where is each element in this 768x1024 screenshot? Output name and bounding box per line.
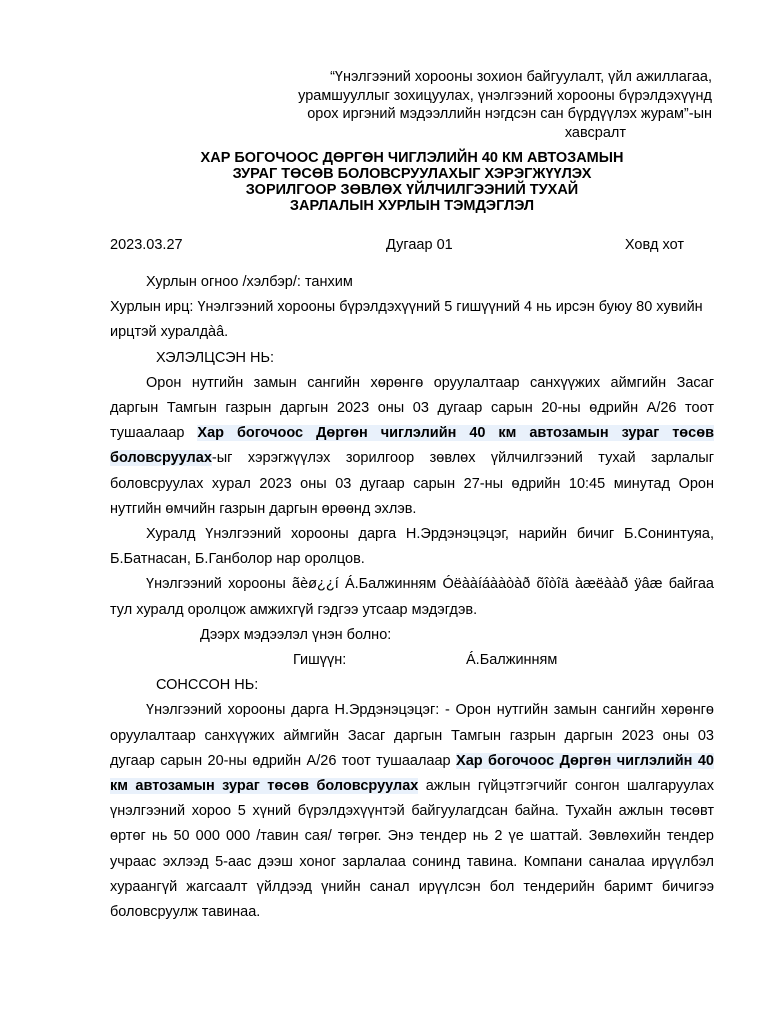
meeting-attendance: Хурлын ирц: Үнэлгээний хорооны бүрэлдэхүүний 5 гишүүний 4 нь ирсэн буюу 80 хувийн ирцтэй хуралдàâ. — [110, 299, 703, 341]
discussed-heading: ХЭЛЭЛЦСЭН НЬ: — [156, 349, 275, 366]
paragraph-text: -ыг хэрэгжүүлэх зорилгоор зөвлөх үйлчилгээний тухай зарлалыг боловсруулах хурал 2023 оны 03 дугаар сарын 27-ны өдрийн 10:45 минутад Орон нутгийн өмчийн газрын даргын өрөөнд эхлэв. — [110, 450, 714, 517]
signature-line — [110, 648, 714, 673]
paragraph-text: ажлын гүйцэтгэгчийг сонгон шалгаруулах үнэлгээний хороо 5 хүний бүрэлдэхүүнтэй байгуулагдсан байна. Тухайн ажлын төсөвт өртөг нь 50 000 000 /тавин сая/ төгрөг. Энэ тендер нь 2 үе шаттай. Зөвлөхийн тендер учраас эхлээд 5-аас дээш хоног зарлалаа сонинд тавина. Компани саналаа ирүүлбэл хураангүй жагсаалт үйлдээд үнийн санал ирүүлсэн бол тендерийн баримт бичигээ боловсруулж тавинаа. — [110, 778, 714, 921]
signature-name: Á.Балжинням — [466, 652, 558, 669]
highlighted-project-name: Хар богочоос Дөргөн чиглэлийн 40 км автозамын зураг төсөв боловсруулах — [110, 752, 714, 795]
heard-heading: СОНССОН НЬ: — [156, 677, 259, 694]
paragraph-text: Орон нутгийн замын сангийн хөрөнгө оруулалтаар санхүүжих аймгийн Засаг даргын Тамгын газрын даргын 2023 оны 03 дугаар сарын 20-ны өдрийн А/26 тоот тушаалаар — [110, 374, 714, 442]
paragraph-participants: Хуралд Үнэлгээний хорооны дарга Н.Эрдэнэцэцэг, нарийн бичиг Б.Сонинтуяа, Б.Батнасан, Б.Ганболор нар оролцов. — [110, 526, 714, 568]
paragraph-heard — [110, 698, 714, 925]
paragraph-discussed — [110, 371, 714, 522]
document-date: 2023.03.27 — [110, 237, 183, 253]
paragraph-text: Үнэлгээний хорооны дарга Н.Эрдэнэцэцэг: - Орон нутгийн замын сангийн хөрөнгө оруулалтаар санхүүжих аймгийн Засаг даргын Тамгын газрын даргын 2023 оны 03 дугаар сарын 20-ны өдрийн А/26 тоот тушаалаар — [110, 702, 714, 769]
document-title — [110, 150, 714, 214]
highlighted-project-name: Хар богочоос Дөргөн чиглэлийн 40 км автозамын зураг төсөв боловсруулах — [110, 425, 715, 467]
attachment-line: орох иргэний мэдээллийн нэгдсэн сан бүрдүүлэх журам”-ын — [307, 106, 712, 122]
title-line: ЗУРАГ ТӨСӨВ БОЛОВСРУУЛАХЫГ ХЭРЭГЖҮҮЛЭХ — [232, 166, 592, 182]
document-body — [110, 270, 714, 925]
title-line: ЗОРИЛГООР ЗӨВЛӨХ ҮЙЛЧИЛГЭЭНИЙ ТУХАЙ — [245, 182, 579, 198]
title-line: ХАР БОГОЧООС ДӨРГӨН ЧИГЛЭЛИЙН 40 КМ АВТОЗАМЫН — [200, 150, 624, 166]
title-line: ЗАРЛАЛЫН ХУРЛЫН ТЭМДЭГЛЭЛ — [289, 198, 535, 214]
attachment-note — [252, 68, 712, 142]
attachment-line: урамшууллыг зохицуулах, үнэлгээний хорооны бүрэлдэхүүнд — [298, 87, 712, 104]
attachment-line: хавсралт — [564, 124, 626, 141]
paragraph-absence: Үнэлгээний хорооны ãèø¿¿í Á.Балжинням Óëààíáààòàð õîòîä àæëààð ÿâæ байгаа тул хуралд оролцож амжихгүй гэдгээ утсаар мэдэгдэв. — [110, 576, 714, 618]
document-number: Дугаар 01 — [386, 237, 453, 253]
document-city: Ховд хот — [624, 237, 684, 253]
meeting-form: Хурлын огноо /хэлбэр/: танхим — [146, 274, 353, 290]
attachment-line: “Үнэлгээний хорооны зохион байгуулалт, үйл ажиллагаа, — [330, 69, 712, 85]
confirmation-line: Дээрх мэдээлэл үнэн болно: — [200, 626, 392, 643]
signature-role: Гишүүн: — [293, 652, 347, 669]
